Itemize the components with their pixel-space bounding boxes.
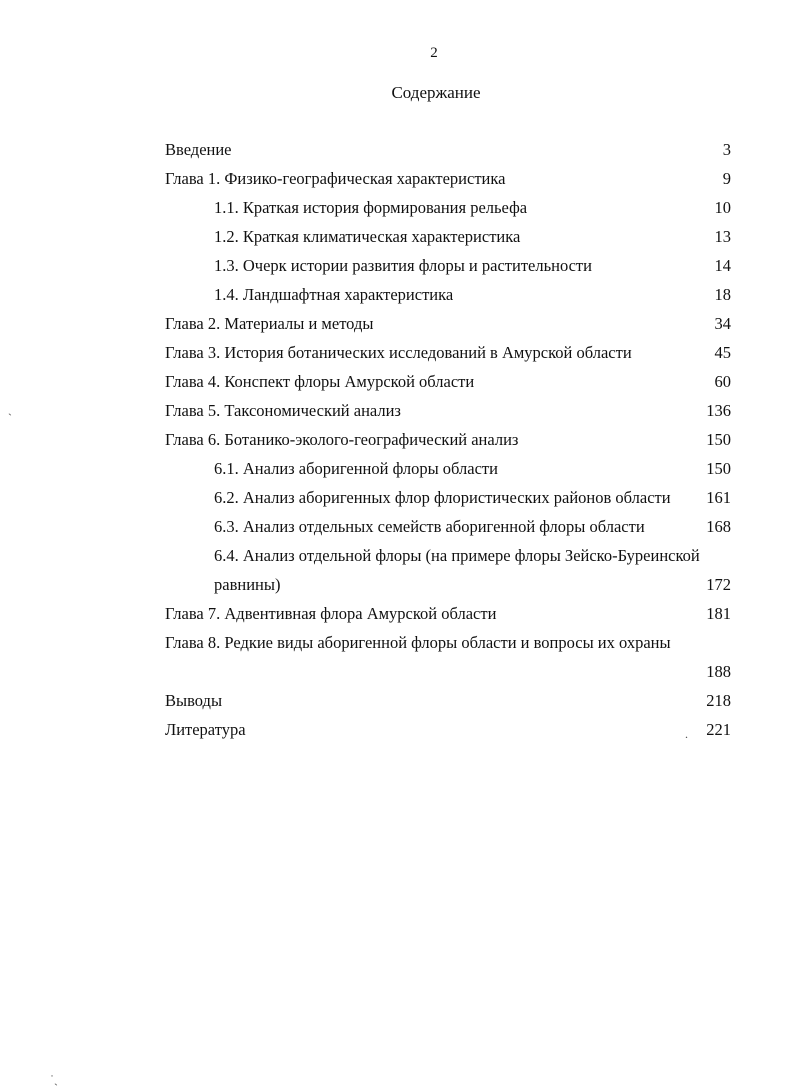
toc-subentry <box>0 541 792 570</box>
toc-entry-page: 60 <box>714 372 731 391</box>
toc-subentry <box>0 570 792 599</box>
toc-entry <box>0 686 792 715</box>
toc-entry-label: 1.1. Краткая история формирования рельефа <box>214 198 528 217</box>
toc-entry-page: 221 <box>706 720 731 739</box>
toc-subentry <box>0 193 792 222</box>
toc-entry <box>0 425 792 454</box>
toc-entry-label: Глава 3. История ботанических исследований в Амурской области <box>165 343 632 362</box>
scan-mark: ˏ <box>8 402 12 416</box>
toc-entry-label: Глава 6. Ботанико-эколого-географический анализ <box>165 430 519 449</box>
scan-mark: ˙ˎ <box>50 1072 58 1086</box>
toc-entry-page: 218 <box>706 691 731 710</box>
page-title: Содержание <box>391 83 481 102</box>
toc-entry-label: Выводы <box>165 691 223 710</box>
toc-entry-label: Глава 8. Редкие виды аборигенной флоры области и вопросы их охраны <box>165 633 671 652</box>
toc-entry-label: 6.1. Анализ аборигенной флоры области <box>214 459 498 478</box>
toc-subentry <box>0 280 792 309</box>
toc-entry <box>0 309 792 338</box>
toc-entry-page: 181 <box>706 604 731 623</box>
toc-entry-label: 1.3. Очерк истории развития флоры и растительности <box>214 256 592 275</box>
toc-entry-page: 172 <box>706 575 731 594</box>
toc-entry-page: 188 <box>706 662 731 681</box>
toc-entry-page: 150 <box>706 459 731 478</box>
toc-entry-label: 6.2. Анализ аборигенных флор флористических районов области <box>214 488 671 507</box>
toc-entry-page: 150 <box>706 430 731 449</box>
toc-entry-page: 9 <box>722 169 731 188</box>
toc-entry-page: 136 <box>706 401 731 420</box>
toc-subentry <box>0 512 792 541</box>
toc-entry-label: 1.2. Краткая климатическая характеристика <box>214 227 521 246</box>
scan-mark: . <box>685 727 688 741</box>
toc-subentry <box>0 454 792 483</box>
toc-subentry <box>0 222 792 251</box>
toc-entry-label: Глава 5. Таксономический анализ <box>165 401 401 420</box>
toc-subentry <box>0 483 792 512</box>
toc-entry-page: 45 <box>714 343 731 362</box>
toc-entry-label: Глава 2. Материалы и методы <box>165 314 374 333</box>
toc-entry <box>0 599 792 628</box>
toc-entry-label: равнины) <box>214 575 281 594</box>
toc-entry <box>0 715 792 744</box>
toc-entry-page: 161 <box>706 488 731 507</box>
toc-entry-label: Глава 1. Физико-географическая характеристика <box>165 169 506 188</box>
toc-entry <box>0 367 792 396</box>
toc-entry <box>0 338 792 367</box>
toc-entry-page: 18 <box>714 285 731 304</box>
toc-entry-page: 34 <box>714 314 731 333</box>
toc-entry-label: Литература <box>165 720 246 739</box>
toc-entry-page: 14 <box>714 256 731 275</box>
toc-entry-label: 1.4. Ландшафтная характеристика <box>214 285 454 304</box>
toc-entry-label: Введение <box>165 140 232 159</box>
toc-entry-label: Глава 4. Конспект флоры Амурской области <box>165 372 475 391</box>
toc-entry <box>0 657 792 686</box>
toc-entry-page: 3 <box>722 140 731 159</box>
toc-entry-page: 168 <box>706 517 731 536</box>
toc-entry-label: Глава 7. Адвентивная флора Амурской области <box>165 604 497 623</box>
toc-entry-label: 6.3. Анализ отдельных семейств аборигенной флоры области <box>214 517 645 536</box>
toc-entry <box>0 628 792 657</box>
toc-entry-page: 10 <box>714 198 731 217</box>
toc-entry-page: 13 <box>714 227 731 246</box>
toc-entry <box>0 164 792 193</box>
toc-subentry <box>0 251 792 280</box>
toc-entry <box>0 396 792 425</box>
toc-entry-label: 6.4. Анализ отдельной флоры (на примере флоры Зейско-Буреинской <box>214 546 700 565</box>
toc-entry <box>0 135 792 164</box>
page-number: 2 <box>430 45 438 61</box>
table-of-contents <box>0 135 792 744</box>
